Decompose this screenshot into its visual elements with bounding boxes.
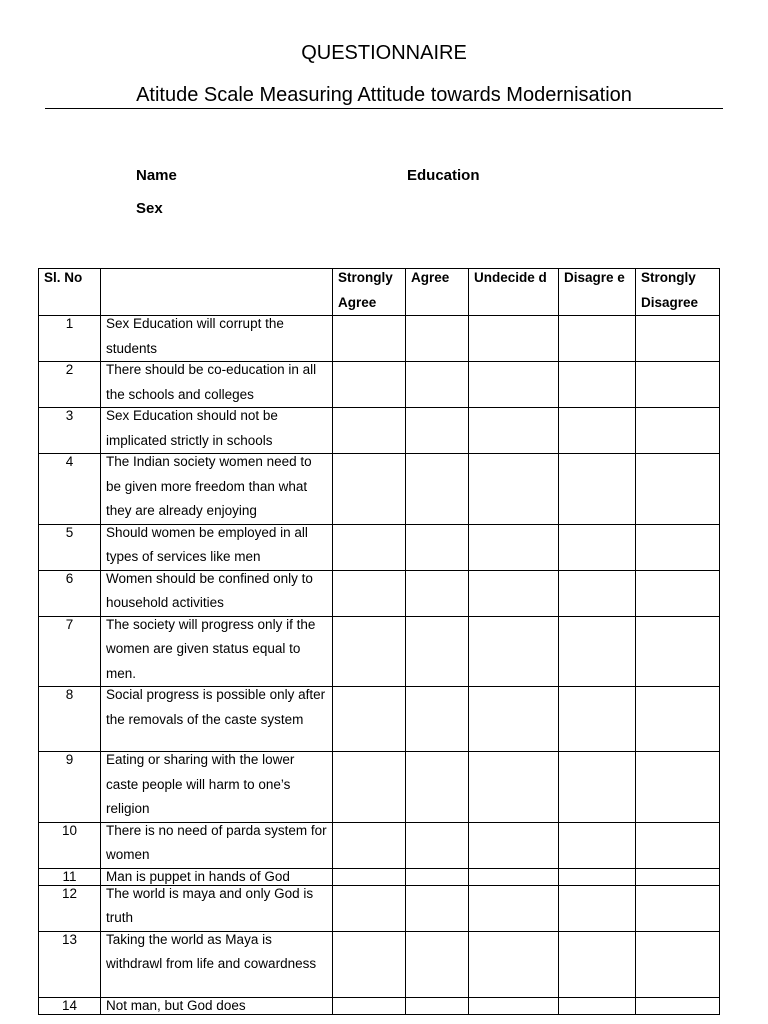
response-cell-disagree[interactable] <box>559 885 636 931</box>
response-cell-agree[interactable] <box>406 524 469 570</box>
row-sl-number: 7 <box>39 616 101 687</box>
row-statement: Sex Education will corrupt the students <box>101 316 333 362</box>
response-cell-strongly-disagree[interactable] <box>636 931 720 997</box>
response-cell-disagree[interactable] <box>559 454 636 525</box>
table-row <box>39 570 720 616</box>
response-cell-strongly-disagree[interactable] <box>636 408 720 454</box>
name-label: Name <box>136 167 177 184</box>
table-header-row <box>39 269 720 316</box>
response-cell-agree[interactable] <box>406 885 469 931</box>
response-cell-agree[interactable] <box>406 868 469 885</box>
response-cell-strongly-disagree[interactable] <box>636 687 720 752</box>
table-row <box>39 752 720 823</box>
row-sl-number: 14 <box>39 997 101 1014</box>
response-cell-undecided[interactable] <box>469 687 559 752</box>
column-header-disagree: Disagre e <box>559 269 636 316</box>
response-cell-undecided[interactable] <box>469 931 559 997</box>
row-sl-number: 6 <box>39 570 101 616</box>
row-sl-number: 10 <box>39 822 101 868</box>
row-sl-number: 5 <box>39 524 101 570</box>
response-cell-undecided[interactable] <box>469 408 559 454</box>
response-cell-undecided[interactable] <box>469 822 559 868</box>
row-statement: Not man, but God does <box>101 997 333 1014</box>
response-cell-disagree[interactable] <box>559 931 636 997</box>
response-cell-undecided[interactable] <box>469 616 559 687</box>
response-cell-undecided[interactable] <box>469 752 559 823</box>
response-cell-disagree[interactable] <box>559 408 636 454</box>
education-label: Education <box>407 167 480 184</box>
response-cell-agree[interactable] <box>406 752 469 823</box>
response-cell-agree[interactable] <box>406 687 469 752</box>
response-cell-strongly-disagree[interactable] <box>636 362 720 408</box>
response-cell-disagree[interactable] <box>559 362 636 408</box>
response-cell-strongly-agree[interactable] <box>333 616 406 687</box>
column-header-agree: Agree <box>406 269 469 316</box>
response-cell-agree[interactable] <box>406 997 469 1014</box>
table-row <box>39 616 720 687</box>
response-cell-strongly-agree[interactable] <box>333 570 406 616</box>
response-cell-undecided[interactable] <box>469 570 559 616</box>
response-cell-strongly-agree[interactable] <box>333 524 406 570</box>
response-cell-strongly-agree[interactable] <box>333 997 406 1014</box>
table-row <box>39 931 720 997</box>
row-statement: Should women be employed in all types of services like men <box>101 524 333 570</box>
row-sl-number: 2 <box>39 362 101 408</box>
attitude-scale-table <box>38 268 720 1015</box>
response-cell-disagree[interactable] <box>559 868 636 885</box>
response-cell-strongly-agree[interactable] <box>333 822 406 868</box>
row-sl-number: 3 <box>39 408 101 454</box>
response-cell-undecided[interactable] <box>469 362 559 408</box>
response-cell-disagree[interactable] <box>559 316 636 362</box>
response-cell-agree[interactable] <box>406 454 469 525</box>
response-cell-disagree[interactable] <box>559 570 636 616</box>
response-cell-agree[interactable] <box>406 931 469 997</box>
row-sl-number: 8 <box>39 687 101 752</box>
response-cell-disagree[interactable] <box>559 822 636 868</box>
response-cell-strongly-agree[interactable] <box>333 752 406 823</box>
table-row <box>39 454 720 525</box>
response-cell-undecided[interactable] <box>469 868 559 885</box>
row-sl-number: 4 <box>39 454 101 525</box>
column-header-undecided: Undecide d <box>469 269 559 316</box>
row-sl-number: 9 <box>39 752 101 823</box>
row-statement: Eating or sharing with the lower caste people will harm to one’s religion <box>101 752 333 823</box>
table-row <box>39 408 720 454</box>
row-statement: Man is puppet in hands of God <box>101 868 333 885</box>
row-sl-number: 12 <box>39 885 101 931</box>
response-cell-strongly-disagree[interactable] <box>636 570 720 616</box>
table-row <box>39 997 720 1014</box>
response-cell-undecided[interactable] <box>469 524 559 570</box>
response-cell-agree[interactable] <box>406 408 469 454</box>
response-cell-undecided[interactable] <box>469 454 559 525</box>
table-row <box>39 316 720 362</box>
table-row <box>39 524 720 570</box>
table-row <box>39 822 720 868</box>
response-cell-undecided[interactable] <box>469 997 559 1014</box>
row-statement: The society will progress only if the women are given status equal to men. <box>101 616 333 687</box>
response-cell-strongly-disagree[interactable] <box>636 616 720 687</box>
row-sl-number: 13 <box>39 931 101 997</box>
row-sl-number: 11 <box>39 868 101 885</box>
response-cell-strongly-disagree[interactable] <box>636 524 720 570</box>
row-statement: There should be co-education in all the schools and colleges <box>101 362 333 408</box>
response-cell-disagree[interactable] <box>559 752 636 823</box>
response-cell-agree[interactable] <box>406 362 469 408</box>
column-header-statement <box>101 269 333 316</box>
response-cell-undecided[interactable] <box>469 885 559 931</box>
row-sl-number: 1 <box>39 316 101 362</box>
response-cell-disagree[interactable] <box>559 524 636 570</box>
response-cell-strongly-disagree[interactable] <box>636 885 720 931</box>
sex-label: Sex <box>136 200 163 217</box>
row-statement: There is no need of parda system for women <box>101 822 333 868</box>
response-cell-strongly-agree[interactable] <box>333 362 406 408</box>
response-cell-strongly-agree[interactable] <box>333 885 406 931</box>
title-underline <box>45 108 723 109</box>
response-cell-strongly-agree[interactable] <box>333 408 406 454</box>
response-cell-strongly-disagree[interactable] <box>636 454 720 525</box>
column-header-strongly-disagree: Strongly Disagree <box>636 269 720 316</box>
response-cell-strongly-disagree[interactable] <box>636 752 720 823</box>
row-statement: Sex Education should not be implicated strictly in schools <box>101 408 333 454</box>
row-statement: The Indian society women need to be given more freedom than what they are already enjoying <box>101 454 333 525</box>
document-title: QUESTIONNAIRE <box>301 42 467 64</box>
response-cell-disagree[interactable] <box>559 687 636 752</box>
response-cell-strongly-agree[interactable] <box>333 931 406 997</box>
document-subtitle: Atitude Scale Measuring Attitude towards Modernisation <box>136 84 632 106</box>
row-statement: Social progress is possible only after the removals of the caste system <box>101 687 333 752</box>
response-cell-strongly-agree[interactable] <box>333 687 406 752</box>
response-cell-strongly-agree[interactable] <box>333 454 406 525</box>
response-cell-strongly-disagree[interactable] <box>636 822 720 868</box>
row-statement: The world is maya and only God is truth <box>101 885 333 931</box>
row-statement: Taking the world as Maya is withdrawl from life and cowardness <box>101 931 333 997</box>
response-cell-strongly-disagree[interactable] <box>636 868 720 885</box>
response-cell-strongly-agree[interactable] <box>333 316 406 362</box>
response-cell-agree[interactable] <box>406 616 469 687</box>
response-cell-disagree[interactable] <box>559 616 636 687</box>
response-cell-strongly-agree[interactable] <box>333 868 406 885</box>
row-statement: Women should be confined only to household activities <box>101 570 333 616</box>
column-header-strongly-agree: Strongly Agree <box>333 269 406 316</box>
table-row <box>39 362 720 408</box>
response-cell-undecided[interactable] <box>469 316 559 362</box>
response-cell-agree[interactable] <box>406 570 469 616</box>
column-header-sl-no: Sl. No <box>39 269 101 316</box>
response-cell-strongly-disagree[interactable] <box>636 997 720 1014</box>
table-row <box>39 687 720 752</box>
response-cell-disagree[interactable] <box>559 997 636 1014</box>
response-cell-agree[interactable] <box>406 316 469 362</box>
response-cell-agree[interactable] <box>406 822 469 868</box>
response-cell-strongly-disagree[interactable] <box>636 316 720 362</box>
table-row <box>39 885 720 931</box>
